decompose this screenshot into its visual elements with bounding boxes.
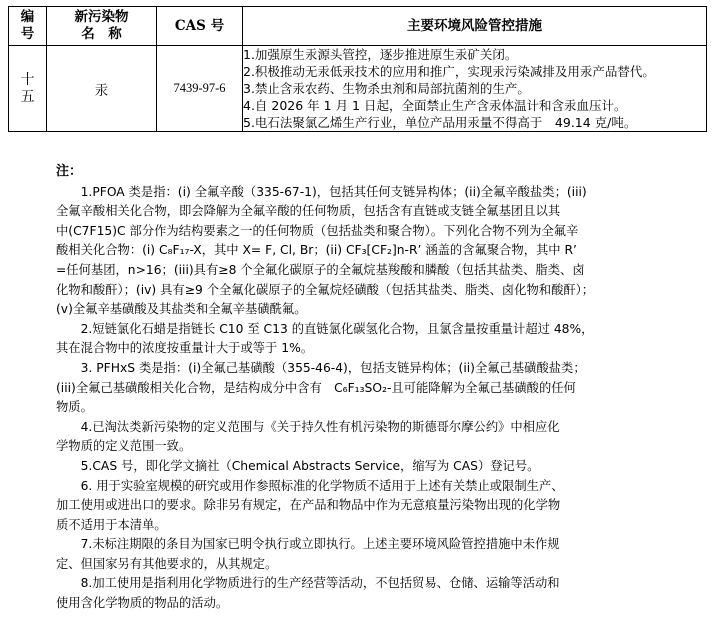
notes-section [56,162,656,614]
note-line: (iii)全氟己基磺酸相关化合物，是结构成分中含有 C₆F₁₃SO₂-且可能降解为全氟己基磺酸的任何 [56,380,576,395]
row-measures [243,46,707,132]
note-line: 其在混合物中的浓度按重量计大于或等于 1%。 [56,341,314,356]
note-line: =任何基团，n>16；(iii)具有≥8 个全氟化碳原子的全氟烷基羧酸和膦酸（包括其盐类、脂类、卤 [56,262,585,277]
note-item [56,457,656,477]
note-line: 质不适用于本清单。 [56,517,167,532]
note-line: 中(C7F15)C 部分作为结构要素之一的任何物质（包括盐类和聚合物）。下列化合物不列为全氟辛 [56,223,579,238]
measure-item: 5.电石法聚氯乙烯生产行业，单位产品用汞量不得高于 49.14 克/吨。 [243,115,637,130]
note-line: 学物质的定义范围一致。 [56,439,192,454]
note-item [56,574,656,613]
note-item [56,535,656,574]
note-line: 8.加工使用是指利用化学物质进行的生产经营等活动，不包括贸易、仓储、运输等活动和 [80,576,560,591]
notes-title: 注： [56,164,83,179]
table-header-row [9,7,707,46]
note-item [56,320,656,359]
note-line: 4.已淘汰类新污染物的定义范围与《关于持久性有机污染物的斯德哥尔摩公约》中相应化 [80,419,560,434]
row-no: 十五 [9,46,47,132]
note-line: 定、但国家另有其他要求的，从其规定。 [56,556,278,571]
note-item [56,359,656,418]
note-line: 化物和酸酐）；(iv) 具有≥9 个全氟化碳原子的全氟烷烃磺酸（包括其盐类、脂类、卤化物和酸酐）； [56,282,595,297]
measure-item: 1.加强原生汞源头管控，逐步推进原生汞矿关闭。 [243,47,518,62]
note-line: (v)全氟辛基磺酸及其盐类和全氟辛基磺酰氟。 [56,302,307,317]
note-line: 使用含化学物质的物品的活动。 [56,596,229,611]
row-cas: 7439-97-6 [157,46,243,132]
measure-item: 3.禁止含汞农药、生物杀虫剂和局部抗菌剂的生产。 [243,81,530,96]
note-item [56,183,656,320]
note-line: 5.CAS 号，即化学文摘社（Chemical Abstracts Service，缩写为 CAS）登记号。 [80,458,540,473]
table-row [9,46,707,132]
row-name: 汞 [47,46,157,132]
note-line: 酸相关化合物：(i) C₈F₁₇-X，其中 X= F, Cl, Br；(ii) CF₃[CF₂]n-R’ 涵盖的含氟聚合物，其中 R’ [56,243,577,258]
pollutant-table [8,6,707,132]
measure-item: 4.自 2026 年 1 月 1 日起，全面禁止生产含汞体温计和含汞血压计。 [243,98,627,113]
note-line: 6. 用于实验室规模的研究或用作参照标准的化学物质不适用于上述有关禁止或限制生产、 [80,478,564,493]
header-cas: CAS 号 [157,7,243,46]
note-line: 1.PFOA 类是指：(i) 全氟辛酸（335-67-1)，包括其任何支链异构体；(ii)全氟辛酸盐类；(iii) [80,184,587,199]
note-line: 3. PFHxS 类是指：(i)全氟己基磺酸（355-46-4)，包括支链异构体；(ii)全氟己基磺酸盐类； [80,360,586,375]
note-line: 7.未标注期限的条目为国家已明令执行或立即执行。上述主要环境风险管控措施中未作规 [80,537,560,552]
note-line: 2.短链氯化石蜡是指链长 C10 至 C13 的直链氯化碳氢化合物，且氯含量按重量计超过 48%， [80,321,594,336]
note-item [56,418,656,457]
header-measures: 主要环境风险管控措施 [243,7,707,46]
note-line: 全氟辛酸相关化合物，即会降解为全氟辛酸的任何物质，包括含有直链或支链全氟基团且以其 [56,204,561,219]
note-line: 加工使用或进出口的要求。除非另有规定，在产品和物品中作为无意痕量污染物出现的化学物 [56,498,561,513]
measure-item: 2.积极推动无汞低汞技术的应用和推广，实现汞污染减排及用汞产品替代。 [243,64,655,79]
note-item [56,477,656,536]
header-name: 新污染物名 称 [47,7,157,46]
note-line: 物质。 [56,400,93,415]
header-no: 编号 [9,7,47,46]
